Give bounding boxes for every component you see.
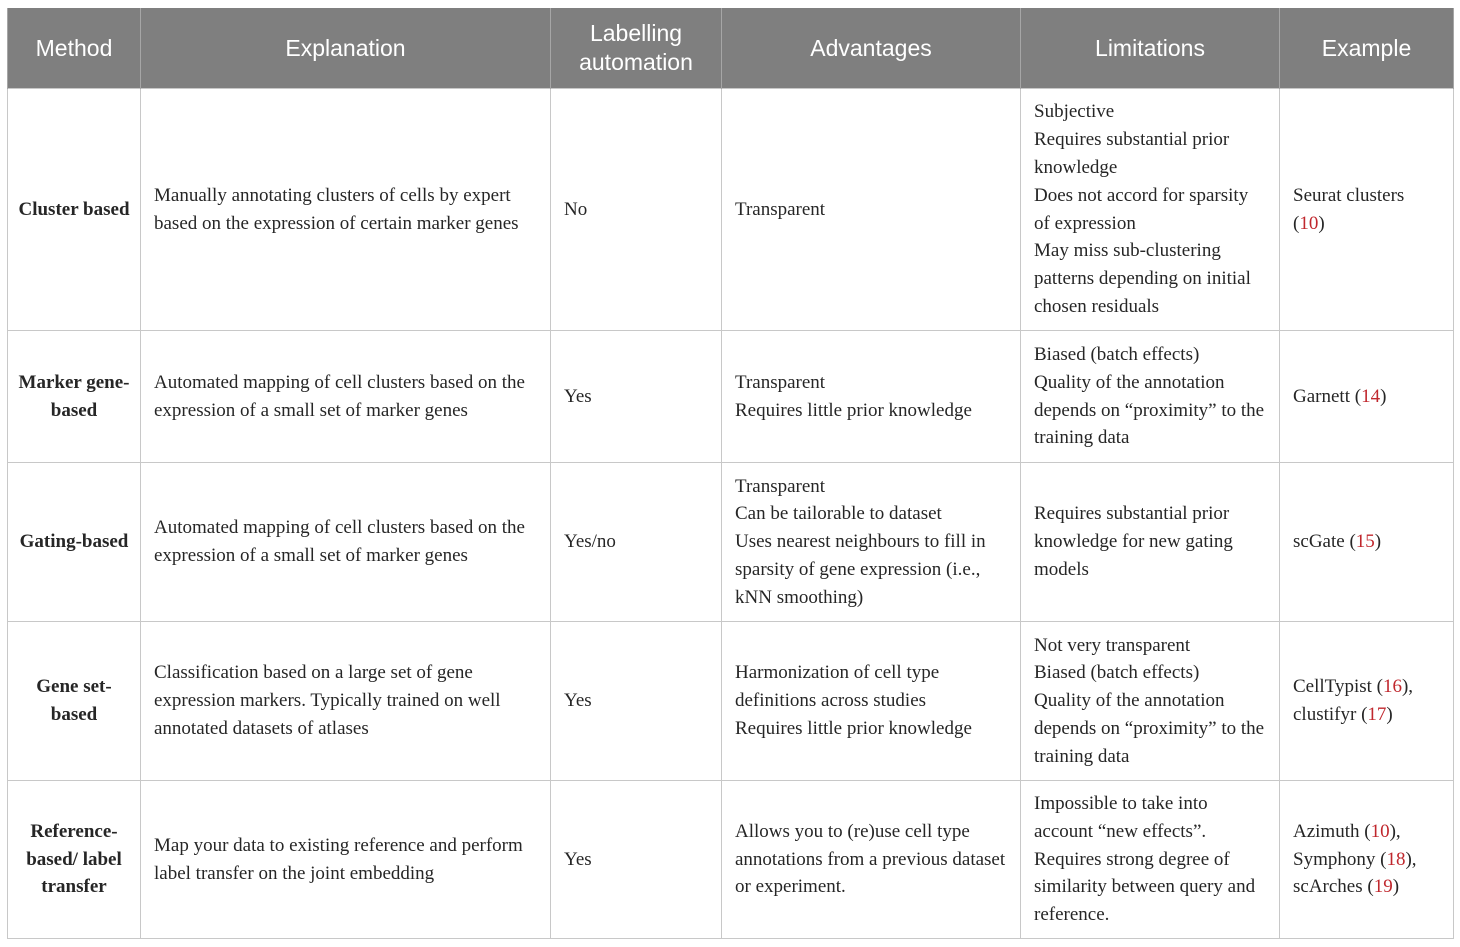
automation-cell: Yes <box>551 781 722 939</box>
cell-annotation-methods-table <box>7 8 1454 939</box>
reference-link[interactable]: 14 <box>1361 385 1381 407</box>
example-punct: ), <box>1401 676 1414 698</box>
advantage-item: Allows you to (re)use cell type annotations from a previous dataset or experiment. <box>735 820 1006 898</box>
example-punct: ), <box>1389 820 1401 842</box>
header-method: Method <box>8 8 141 89</box>
limitations-cell <box>1021 89 1280 331</box>
limitations-cell <box>1021 331 1280 463</box>
explanation-cell: Manually annotating clusters of cells by expert based on the expression of certain marker genes <box>141 89 551 331</box>
explanation-cell: Map your data to existing reference and perform label transfer on the joint embedding <box>141 781 551 939</box>
table-row <box>8 463 1454 622</box>
automation-cell: Yes/no <box>551 463 722 622</box>
reference-link[interactable]: 19 <box>1373 876 1393 898</box>
example-cell <box>1280 622 1454 781</box>
example-punct: ) <box>1386 704 1393 725</box>
automation-cell: Yes <box>551 331 722 463</box>
example-text: CellTypist ( <box>1293 676 1383 698</box>
example-punct: ), <box>1405 848 1417 870</box>
automation-cell: No <box>551 89 722 331</box>
advantage-item: Requires little prior knowledge <box>735 399 972 421</box>
example-text: Garnett ( <box>1293 385 1362 407</box>
example-punct: ) <box>1380 385 1387 407</box>
advantage-item: Uses nearest neighbours to fill in sparsity of gene expression (i.e., kNN smoothing) <box>735 531 986 608</box>
example-text: clustifyr ( <box>1293 704 1368 725</box>
limitation-item: Does not accord for sparsity of expression <box>1034 184 1249 234</box>
example-item <box>1293 873 1440 901</box>
explanation-cell: Automated mapping of cell clusters based on the expression of a small set of marker genes <box>141 331 551 463</box>
reference-link[interactable]: 10 <box>1370 820 1390 842</box>
example-text: Symphony ( <box>1293 848 1387 870</box>
advantage-item: Transparent <box>735 475 826 497</box>
automation-cell: Yes <box>551 622 722 781</box>
header-explanation: Explanation <box>141 8 551 89</box>
limitation-item: Quality of the annotation depends on “proximity” to the training data <box>1034 371 1265 449</box>
limitations-cell <box>1021 622 1280 781</box>
example-text: scGate ( <box>1293 531 1356 553</box>
advantages-cell <box>722 331 1021 463</box>
method-name: Reference-based/ label transfer <box>26 820 122 898</box>
header-limitations: Limitations <box>1021 8 1280 89</box>
method-cell <box>8 622 141 781</box>
advantage-item: Can be tailorable to dataset <box>735 503 942 525</box>
comparison-table-container <box>7 8 1453 939</box>
limitation-item: Subjective <box>1034 101 1115 123</box>
example-cell <box>1280 89 1454 331</box>
example-punct: ) <box>1392 876 1400 898</box>
table-row <box>8 89 1454 331</box>
example-item <box>1293 182 1440 238</box>
advantages-cell <box>722 781 1021 939</box>
limitations-cell <box>1021 463 1280 622</box>
method-name: Cluster based <box>18 198 130 220</box>
advantage-item: Transparent <box>735 371 826 393</box>
method-cell <box>8 781 141 939</box>
explanation-cell: Automated mapping of cell clusters based on the expression of a small set of marker genes <box>141 463 551 622</box>
header-row <box>8 8 1454 89</box>
advantage-item: Harmonization of cell type definitions across studies <box>735 662 940 712</box>
example-punct: ) <box>1374 531 1382 553</box>
example-cell <box>1280 781 1454 939</box>
method-cell <box>8 463 141 622</box>
limitation-item: May miss sub-clustering patterns depending on initial chosen residuals <box>1034 240 1251 317</box>
advantages-cell <box>722 622 1021 781</box>
example-item <box>1293 383 1440 411</box>
advantage-item: Requires little prior knowledge <box>735 717 972 739</box>
method-name: Gene set-based <box>36 676 112 725</box>
explanation-cell: Classification based on a large set of gene expression markers. Typically trained on well annotated datasets of atlases <box>141 622 551 781</box>
limitation-item: Impossible to take into account “new effects”. <box>1034 793 1208 842</box>
header-example: Example <box>1280 8 1454 89</box>
example-text: Seurat clusters ( <box>1293 184 1405 234</box>
limitation-item: Requires strong degree of similarity between query and reference. <box>1034 848 1256 926</box>
limitation-item: Requires substantial prior knowledge for new gating models <box>1034 503 1233 580</box>
example-cell <box>1280 463 1454 622</box>
table-row <box>8 622 1454 781</box>
method-name: Gating-based <box>19 531 129 553</box>
example-text: scArches ( <box>1293 876 1374 898</box>
table-row <box>8 781 1454 939</box>
example-item <box>1293 818 1440 846</box>
advantages-cell <box>722 463 1021 622</box>
method-name: Marker gene-based <box>18 371 130 421</box>
header-advantages: Advantages <box>722 8 1021 89</box>
limitation-item: Requires substantial prior knowledge <box>1034 129 1230 178</box>
method-cell <box>8 331 141 463</box>
limitation-item: Quality of the annotation depends on “proximity” to the training data <box>1034 690 1265 767</box>
header-labelling-automation: Labelling automation <box>551 8 722 89</box>
example-item <box>1293 673 1440 701</box>
reference-link[interactable]: 17 <box>1367 704 1387 725</box>
limitation-item: Not very transparent <box>1034 634 1191 656</box>
example-cell <box>1280 331 1454 463</box>
example-item <box>1293 846 1440 874</box>
example-item <box>1293 701 1440 729</box>
reference-link[interactable]: 10 <box>1299 212 1319 234</box>
limitations-cell <box>1021 781 1280 939</box>
example-punct: ) <box>1318 212 1325 234</box>
method-cell <box>8 89 141 331</box>
advantages-cell <box>722 89 1021 331</box>
example-item <box>1293 528 1440 556</box>
reference-link[interactable]: 16 <box>1382 676 1402 698</box>
reference-link[interactable]: 15 <box>1355 531 1375 553</box>
advantage-item: Transparent <box>735 198 826 220</box>
limitation-item: Biased (batch effects) <box>1034 662 1200 684</box>
table-row <box>8 331 1454 463</box>
example-text: Azimuth ( <box>1293 820 1371 842</box>
reference-link[interactable]: 18 <box>1386 848 1406 870</box>
limitation-item: Biased (batch effects) <box>1034 343 1200 365</box>
